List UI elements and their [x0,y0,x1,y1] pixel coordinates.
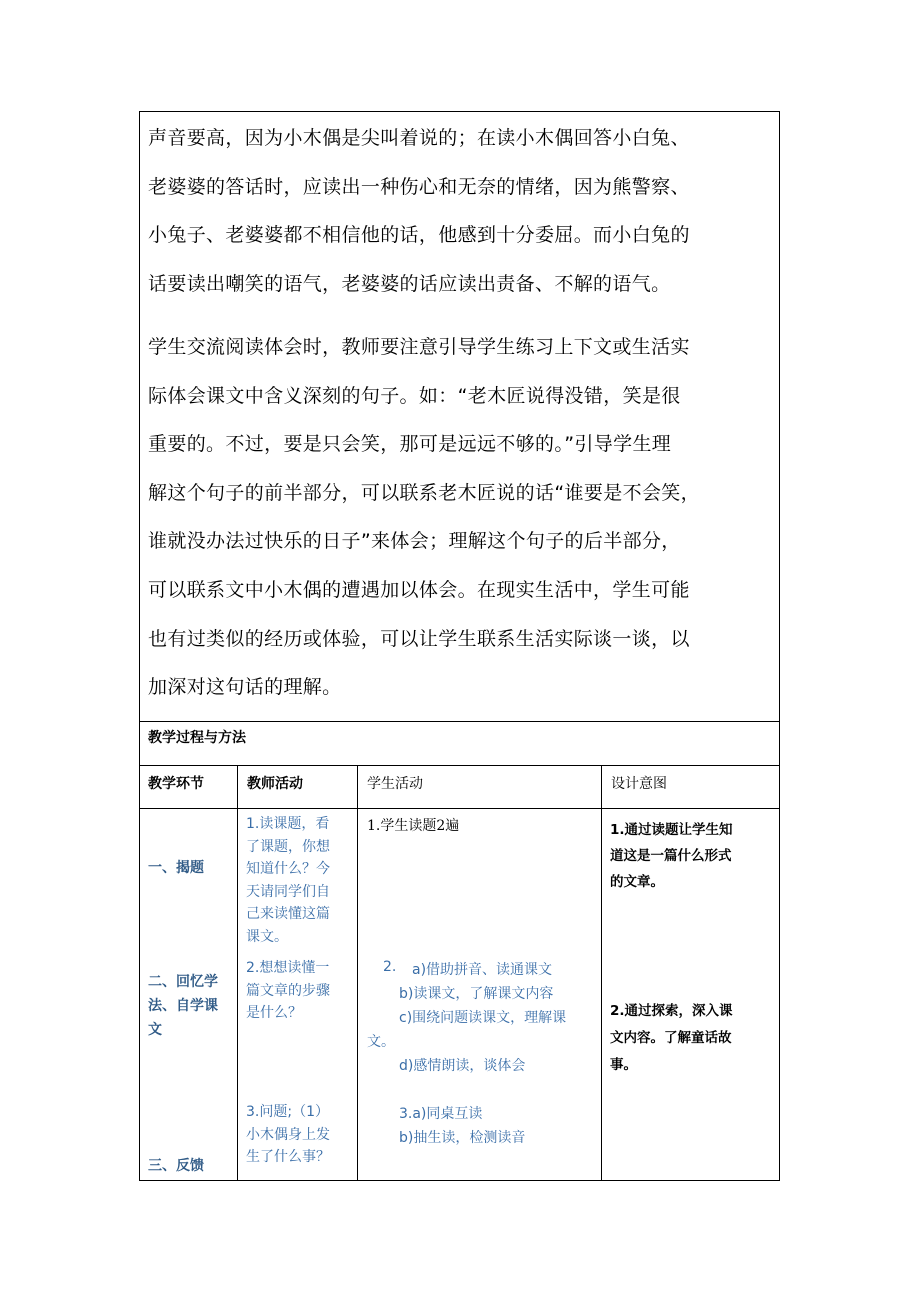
student-step-2c: c)围绕问题读课文，理解课 [399,1010,567,1026]
teacher-activity-3 [246,1101,330,1169]
intent-line: 1.通过读题让学生知 [610,822,733,838]
stage-line: 法、自学课 [148,998,218,1014]
header-teacher: 教师活动 [247,776,303,792]
stage-recall-method [148,970,218,1042]
stage-feedback: 三、反馈 [148,1158,204,1174]
student-step-3a: 3.a)同桌互读 [399,1106,483,1122]
intent-line: 的文章。 [610,874,664,890]
text-line: 谁就没办法过快乐的日子”来体会；理解这个句子的后半部分， [148,530,681,553]
teacher-line: 己来读懂这篇 [246,906,330,922]
text-line: 际体会课文中含义深刻的句子。如：“老木匠说得没错，笑是很 [148,384,681,407]
intent-line: 文内容。了解童话故 [610,1030,732,1046]
text-line: 解这个句子的前半部分，可以联系老木匠说的话“谁要是不会笑， [148,481,700,504]
text-line: 话要读出嘲笑的语气，老婆婆的话应读出责备、不解的语气。 [148,272,671,295]
intent-line: 道这是一篇什么形式 [610,848,732,864]
paragraph-discussion [148,323,768,712]
teacher-line: 课文。 [246,928,288,945]
intent-line: 事。 [610,1057,637,1073]
header-stage: 教学环节 [148,776,204,792]
teacher-activity-2 [246,957,330,1025]
teacher-line: 是什么？ [246,1005,302,1021]
col-divider-1 [237,765,238,1181]
row-divider-section [139,721,780,722]
teacher-line: 了课题，你想 [246,838,330,855]
header-intent: 设计意图 [611,776,667,792]
student-step-3b: b)抽生读，检测读音 [399,1130,526,1146]
student-step-2b: b)读课文，了解课文内容 [399,986,554,1002]
row-divider-body [139,808,780,809]
table-border-right [779,111,780,1181]
text-line: 也有过类似的经历或体验，可以让学生联系生活实际谈一谈，以 [148,627,690,650]
stage-reveal-title: 一、揭题 [148,860,204,876]
teacher-line: 1.读课题，看 [246,816,330,832]
table-border-top [139,111,780,112]
paragraph-reading-guidance [148,114,768,308]
header-student: 学生活动 [367,776,423,792]
teacher-line: 生了什么事？ [246,1149,330,1165]
intent-line: 2.通过探索，深入课 [610,1003,733,1019]
col-divider-2 [357,765,358,1181]
design-intent-1 [610,817,733,895]
text-line: 加深对这句话的理解。 [148,676,342,699]
teacher-line: 知道什么？今 [246,861,330,877]
student-step-2a: a)借助拼音、读通课文 [412,962,553,978]
teacher-line: 天请同学们自 [246,883,330,900]
student-step-number-2: 2. [383,959,397,975]
stage-line: 文 [148,1022,162,1038]
col-divider-3 [601,765,602,1181]
teacher-line: 小木偶身上发 [246,1126,330,1143]
teacher-line: 篇文章的步骤 [246,982,330,999]
text-line: 学生交流阅读体会时，教师要注意引导学生练习上下文或生活实 [148,336,690,358]
student-step-2d: d)感情朗读，谈体会 [399,1058,526,1074]
table-border-bottom [139,1180,780,1181]
row-divider-header [139,765,780,766]
text-line: 声音要高，因为小木偶是尖叫着说的；在读小木偶回答小白兔、 [148,127,690,149]
text-line: 重要的。不过，要是只会笑，那可是远远不够的。”引导学生理 [148,433,672,456]
text-line: 小兔子、老婆婆都不相信他的话，他感到十分委屈。而小白兔的 [148,224,690,247]
teacher-line: 2.想想读懂一 [246,960,330,976]
table-border-left [139,111,140,1181]
student-activity-1: 1.学生读题2遍 [367,818,460,834]
teacher-activity-1 [246,813,330,948]
section-title: 教学过程与方法 [148,730,246,746]
text-line: 老婆婆的答话时，应读出一种伤心和无奈的情绪，因为熊警察、 [148,175,690,198]
stage-line: 二、回忆学 [148,974,218,990]
student-step-2c-wrap: 文。 [367,1034,395,1050]
text-line: 可以联系文中小木偶的遭遇加以体会。在现实生活中，学生可能 [148,578,690,601]
teacher-line: 3.问题;（1） [246,1104,329,1120]
design-intent-2 [610,998,733,1079]
